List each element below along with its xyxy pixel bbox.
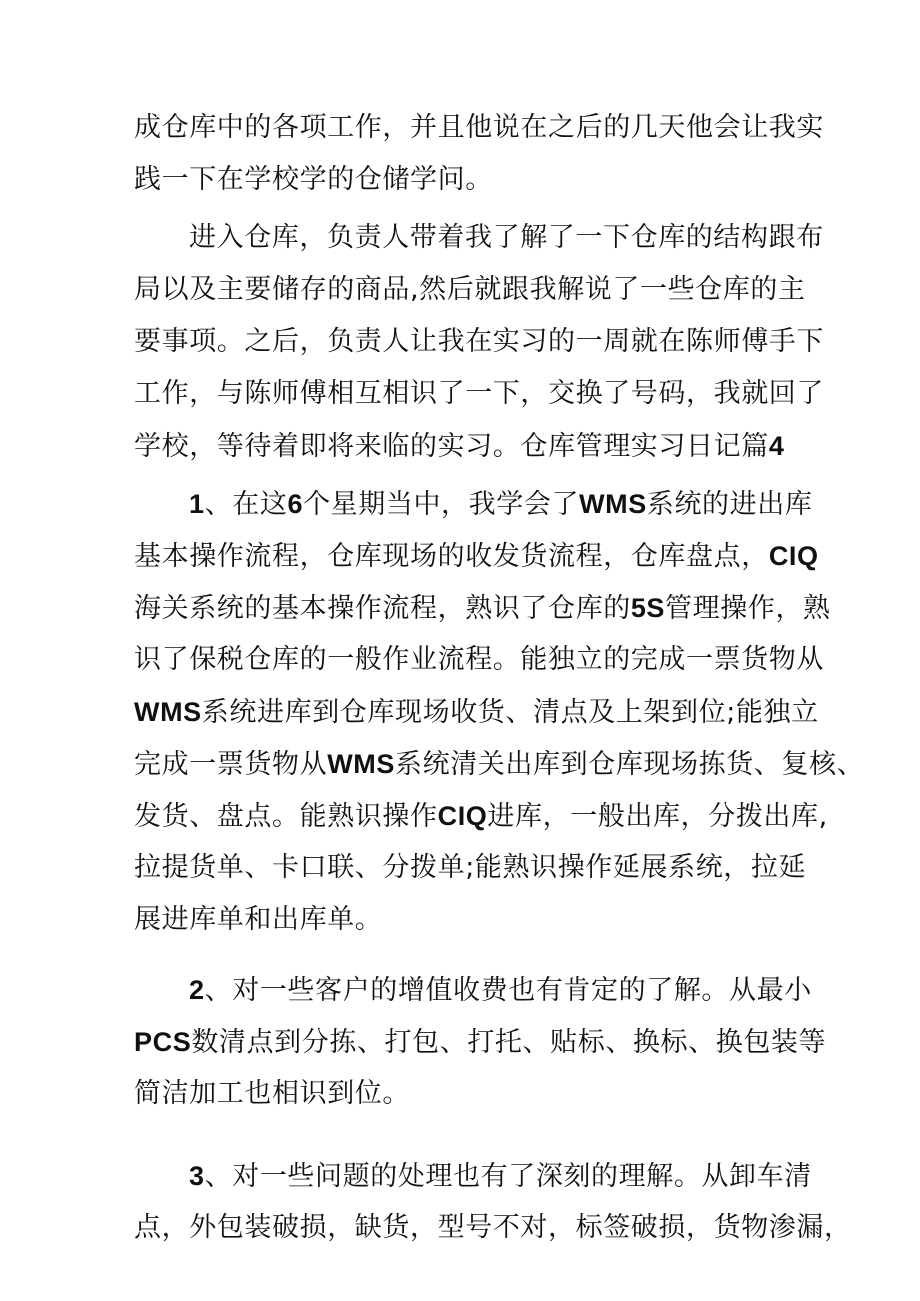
text-line: 要事项。之后，负责人让我在实习的一周就在陈师傅手下 [134, 326, 824, 357]
latin-run: WMS [327, 749, 395, 779]
text-line: WMS系统进库到仓库现场收货、清点及上架到位;能独立 [134, 697, 819, 728]
text-line: 2、对一些客户的增值收费也有肯定的了解。从最小 [189, 975, 812, 1006]
latin-run: 2 [189, 975, 205, 1005]
latin-run: 6 [287, 489, 304, 519]
text-line: 1、在这6个星期当中，我学会了WMS系统的进出库 [189, 489, 813, 520]
text-line: 基本操作流程，仓库现场的收发货流程，仓库盘点，CIQ [134, 541, 819, 572]
text-line: 学校，等待着即将来临的实习。仓库管理实习日记篇4 [134, 431, 785, 462]
text-line: 局以及主要储存的商品,然后就跟我解说了一些仓库的主 [134, 274, 806, 305]
latin-run: 1 [189, 489, 205, 519]
latin-run: 4 [768, 431, 785, 461]
latin-run: CIQ [437, 801, 488, 831]
text-line: 拉提货单、卡口联、分拨单;能熟识操作延展系统，拉延 [134, 852, 807, 883]
document-body [134, 102, 865, 1254]
text-line: 海关系统的基本操作流程，熟识了仓库的5S管理操作，熟 [134, 593, 831, 624]
text-line: 完成一票货物从WMS系统清关出库到仓库现场拣货、复核、 [134, 749, 865, 780]
text-line: 工作，与陈师傅相互相识了一下，交换了号码，我就回了 [134, 378, 824, 409]
text-line: 展进库单和出库单。 [134, 904, 383, 935]
latin-run: WMS [134, 697, 202, 727]
text-line: 识了保税仓库的一般作业流程。能独立的完成一票货物从 [134, 644, 824, 675]
text-line: 3、对一些问题的处理也有了深刻的理解。从卸车清 [189, 1161, 812, 1192]
latin-run: WMS [579, 489, 647, 519]
text-line: 践一下在学校学的仓储学问。 [134, 164, 493, 195]
text-line: PCS数清点到分拣、打包、打托、贴标、换标、换包装等 [134, 1027, 827, 1058]
latin-run: PCS [134, 1027, 192, 1057]
latin-run: CIQ [768, 541, 819, 571]
text-line: 简洁加工也相识到位。 [134, 1078, 410, 1109]
text-line: 成仓库中的各项工作，并且他说在之后的几天他会让我实 [134, 112, 824, 143]
text-line: 点，外包装破损，缺货，型号不对，标签破损，货物渗漏， [134, 1212, 852, 1243]
latin-run: 3 [189, 1161, 205, 1191]
latin-run: 5S [630, 593, 666, 623]
text-line: 发货、盘点。能熟识操作CIQ进库，一般出库，分拨出库, [134, 801, 828, 832]
text-line: 进入仓库，负责人带着我了解了一下仓库的结构跟布 [189, 222, 824, 253]
